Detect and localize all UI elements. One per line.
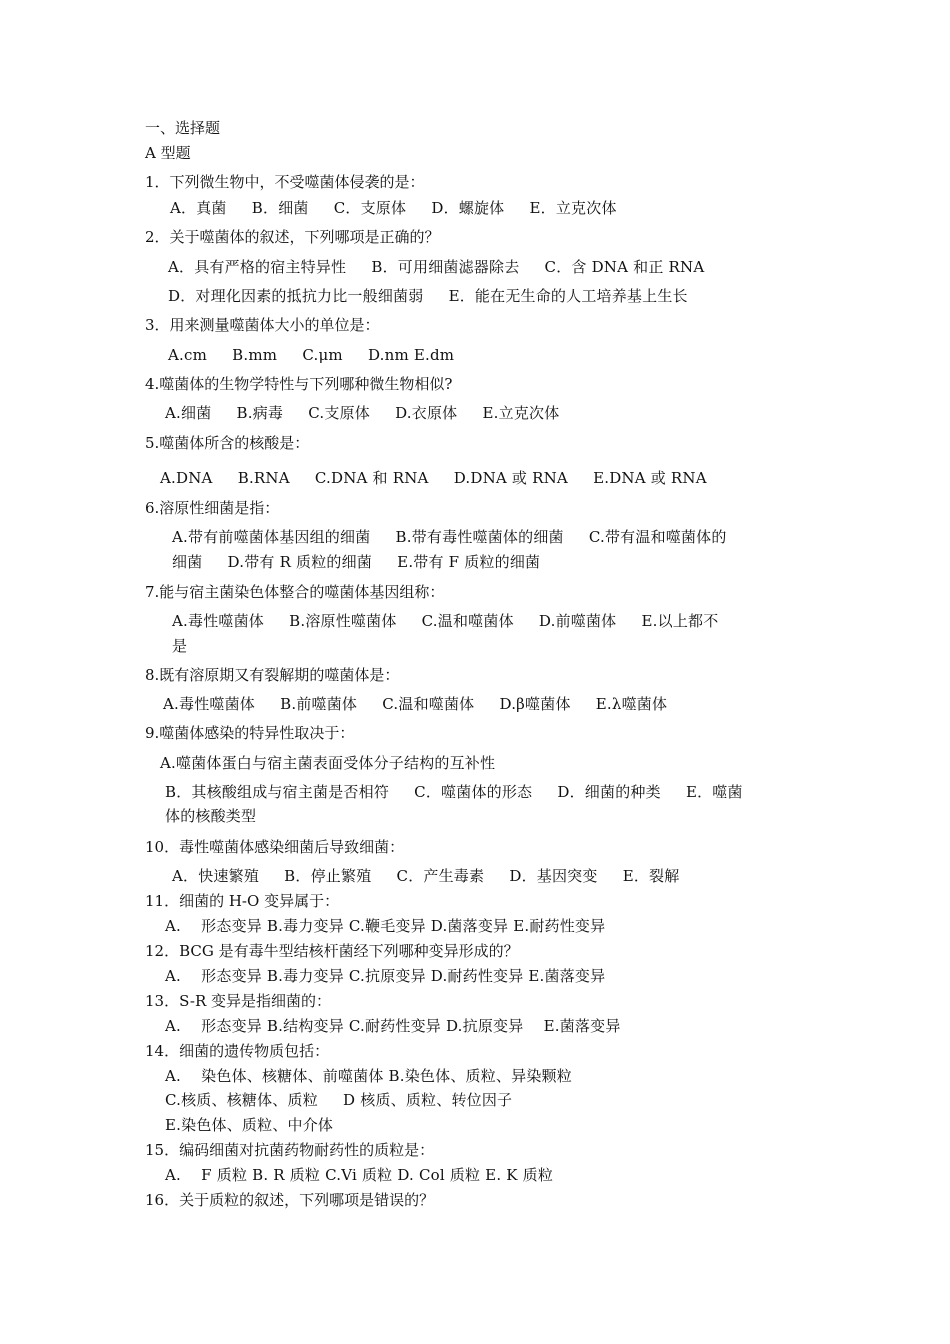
question-text: 11．细菌的 H-O 变异属于： — [145, 892, 340, 910]
answer-options: 体的核酸类型 — [165, 807, 257, 825]
answer-options: A.毒性噬菌体 B.前噬菌体 C.温和噬菌体 D.β噬菌体 E.λ噬菌体 — [163, 695, 668, 713]
answer-options: A. 形态变异 B.毒力变异 C.鞭毛变异 D.菌落变异 E.耐药性变异 — [165, 917, 606, 935]
answer-options: 细菌 D.带有 R 质粒的细菌 E.带有 F 质粒的细菌 — [172, 553, 541, 571]
question-text: 12．BCG 是有毒牛型结核杆菌经下列哪种变异形成的？ — [145, 942, 519, 960]
answer-options: A. 形态变异 B.结构变异 C.耐药性变异 D.抗原变异 E.菌落变异 — [165, 1017, 621, 1035]
section-title: 一、选择题 — [145, 119, 221, 137]
answer-options: A．真菌 B．细菌 C．支原体 D．螺旋体 E．立克次体 — [170, 199, 617, 217]
answer-options: A. 染色体、核糖体、前噬菌体 B.染色体、质粒、异染颗粒 — [165, 1067, 572, 1085]
answer-options: A.带有前噬菌体基因组的细菌 B.带有毒性噬菌体的细菌 C.带有温和噬菌体的 — [172, 528, 727, 546]
answer-options: 是 — [172, 637, 188, 655]
answer-options: B．其核酸组成与宿主菌是否相符 C．噬菌体的形态 D．细菌的种类 E．噬菌 — [165, 783, 743, 801]
question-text: 9.噬菌体感染的特异性取决于： — [145, 724, 355, 742]
question-text: 2．关于噬菌体的叙述，下列哪项是正确的？ — [145, 228, 440, 246]
answer-options: E.染色体、质粒、中介体 — [165, 1116, 334, 1134]
question-text: 10．毒性噬菌体感染细菌后导致细菌： — [145, 838, 405, 856]
question-text: 13．S-R 变异是指细菌的： — [145, 992, 332, 1010]
answer-options: A.噬菌体蛋白与宿主菌表面受体分子结构的互补性 — [160, 754, 496, 772]
question-text: 1．下列微生物中，不受噬菌体侵袭的是： — [145, 173, 425, 191]
answer-options: D．对理化因素的抵抗力比一般细菌弱 E．能在无生命的人工培养基上生长 — [168, 287, 688, 305]
answer-options: A.DNA B.RNA C.DNA 和 RNA D.DNA 或 RNA E.DNA 或 RNA — [160, 469, 707, 487]
answer-options: A.毒性噬菌体 B.溶原性噬菌体 C.温和噬菌体 D.前噬菌体 E.以上都不 — [172, 612, 719, 630]
answer-options: A．快速繁殖 B．停止繁殖 C．产生毒素 D．基因突变 E．裂解 — [172, 867, 680, 885]
question-text: 3．用来测量噬菌体大小的单位是： — [145, 316, 380, 334]
question-text: 15．编码细菌对抗菌药物耐药性的质粒是： — [145, 1141, 435, 1159]
question-text: 6.溶原性细菌是指： — [145, 499, 280, 517]
question-type-heading: A 型题 — [145, 144, 191, 162]
question-text: 16．关于质粒的叙述，下列哪项是错误的？ — [145, 1191, 435, 1209]
question-text: 7.能与宿主菌染色体整合的噬菌体基因组称： — [145, 583, 445, 601]
answer-options: A. 形态变异 B.毒力变异 C.抗原变异 D.耐药性变异 E.菌落变异 — [165, 967, 606, 985]
answer-options: A.cm B.mm C.μm D.nm E.dm — [168, 346, 455, 364]
question-text: 5.噬菌体所含的核酸是： — [145, 434, 310, 452]
question-text: 14．细菌的遗传物质包括： — [145, 1042, 330, 1060]
answer-options: A.细菌 B.病毒 C.支原体 D.衣原体 E.立克次体 — [165, 404, 560, 422]
question-text: 4.噬菌体的生物学特性与下列哪种微生物相似? — [145, 375, 453, 393]
answer-options: A. F 质粒 B. R 质粒 C.Vi 质粒 D. Col 质粒 E. K 质粒 — [165, 1166, 554, 1184]
question-text: 8.既有溶原期又有裂解期的噬菌体是： — [145, 666, 400, 684]
answer-options: C.核质、核糖体、质粒 D 核质、质粒、转位因子 — [165, 1091, 513, 1109]
answer-options: A．具有严格的宿主特异性 B．可用细菌滤器除去 C．含 DNA 和正 RNA — [168, 258, 705, 276]
